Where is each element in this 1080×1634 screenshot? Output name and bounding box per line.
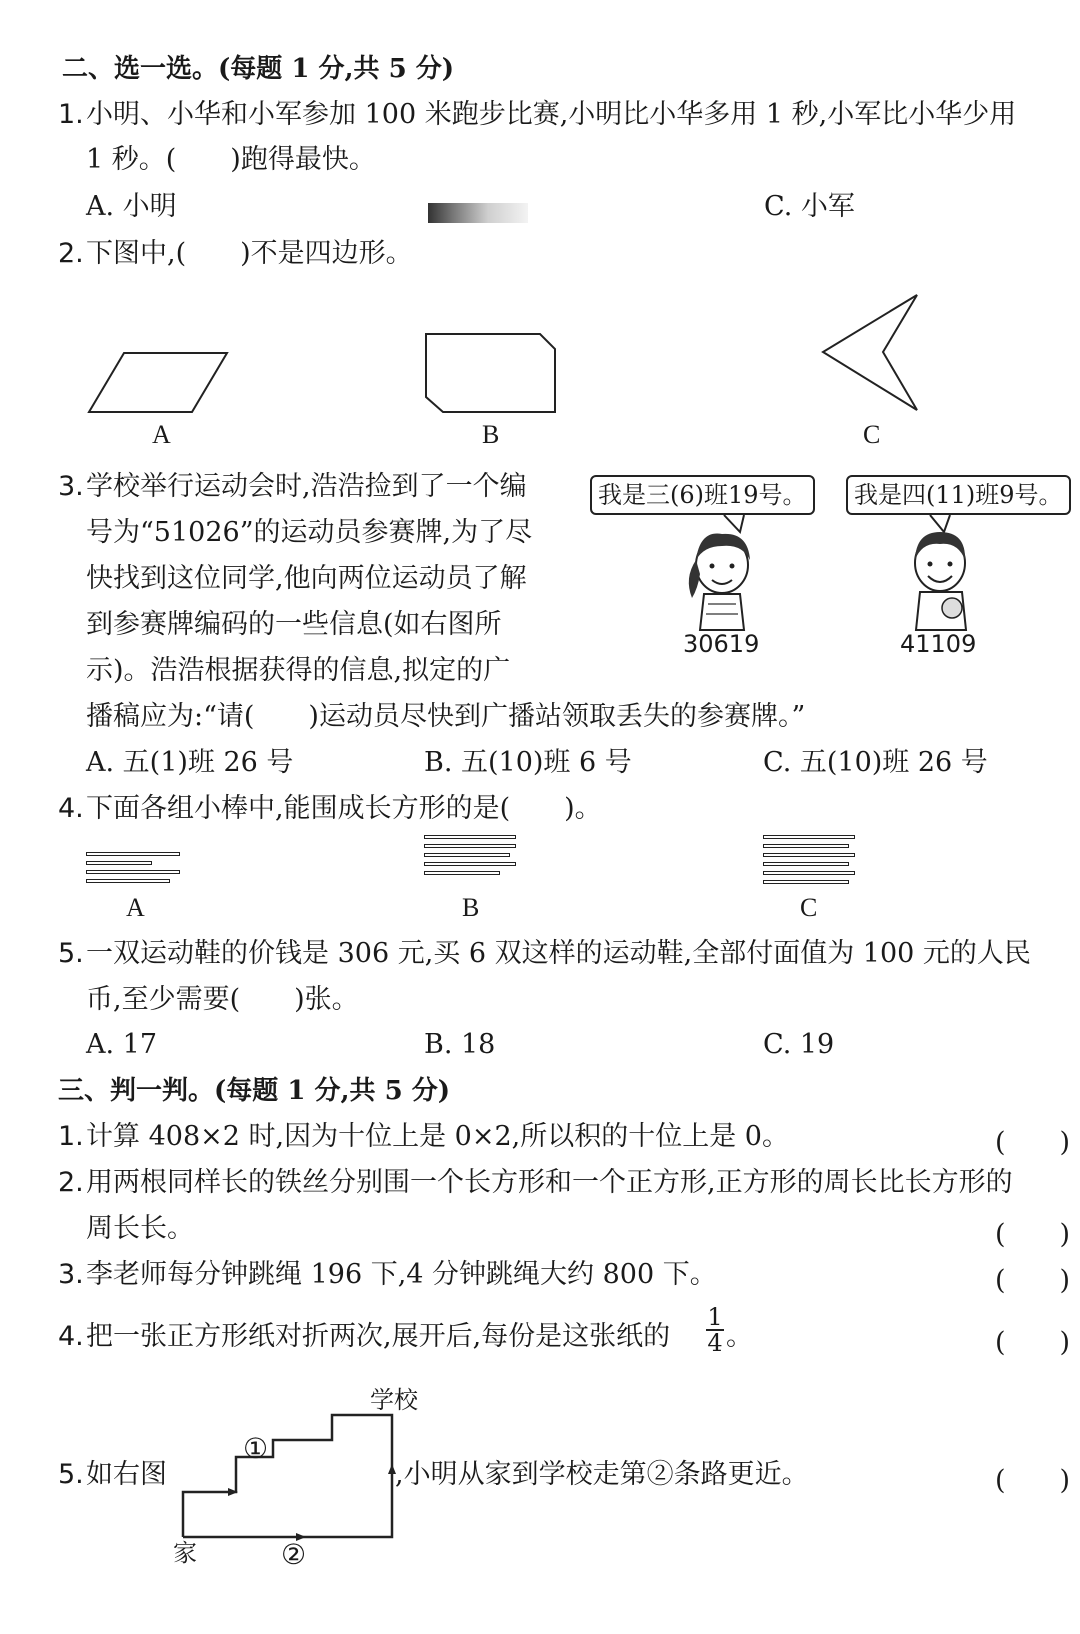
j2-answer-paren[interactable]: ( ) xyxy=(995,1219,1071,1250)
q2-number: 2. xyxy=(58,238,84,269)
j3-text: 李老师每分钟跳绳 196 下,4 分钟跳绳大约 800 下。 xyxy=(86,1259,717,1290)
j5-text-after: ,小明从家到学校走第②条路更近。 xyxy=(395,1459,809,1490)
route-1-path xyxy=(183,1415,392,1537)
map-home-label: 家 xyxy=(173,1539,197,1567)
j4-answer-paren[interactable]: ( ) xyxy=(995,1327,1071,1358)
j1-number: 1. xyxy=(58,1121,84,1152)
j4-text: 把一张正方形纸对折两次,展开后,每份是这张纸的 xyxy=(86,1321,671,1352)
q1-option-c[interactable]: C. 小军 xyxy=(764,191,855,222)
q2-label-b[interactable]: B xyxy=(482,420,500,449)
section2-heading: 二、选一选。(每题 1 分,共 5 分) xyxy=(62,54,455,84)
q3-line2: 号为“51026”的运动员参赛牌,为了尽 xyxy=(86,517,533,548)
q4-label-b[interactable]: B xyxy=(462,893,480,922)
speech-bubble-girl: 我是三(6)班19号。 xyxy=(590,475,815,515)
q5-option-c[interactable]: C. 19 xyxy=(763,1029,835,1060)
q2-label-a[interactable]: A xyxy=(152,420,171,449)
route-2-path xyxy=(183,1458,392,1537)
j3-number: 3. xyxy=(58,1259,84,1290)
j4-tail: 。 xyxy=(726,1321,753,1352)
q1-option-a[interactable]: A. 小明 xyxy=(86,191,177,222)
q3-line3: 快找到这位同学,他向两位运动员了解 xyxy=(86,563,527,594)
q3-line1: 学校举行运动会时,浩浩捡到了一个编 xyxy=(86,471,527,502)
q3-option-c[interactable]: C. 五(10)班 26 号 xyxy=(763,747,988,778)
fraction-denominator: 4 xyxy=(707,1329,723,1357)
route-2-label: ② xyxy=(281,1538,307,1571)
j1-text: 计算 408×2 时,因为十位上是 0×2,所以积的十位上是 0。 xyxy=(86,1121,789,1152)
j4-number: 4. xyxy=(58,1321,84,1352)
q1-line2: 1 秒。( )跑得最快。 xyxy=(86,144,376,175)
q5-number: 5. xyxy=(58,938,84,969)
q4-label-a[interactable]: A xyxy=(126,893,145,922)
q4-number: 4. xyxy=(58,793,84,824)
j2-number: 2. xyxy=(58,1167,84,1198)
q3-option-a[interactable]: A. 五(1)班 26 号 xyxy=(86,747,294,778)
bib-number-girl: 30619 xyxy=(683,630,760,658)
q1-line1: 小明、小华和小军参加 100 米跑步比赛,小明比小华多用 1 秒,小军比小华少用 xyxy=(86,99,1017,130)
j5-answer-paren[interactable]: ( ) xyxy=(995,1465,1071,1496)
route-1-label: ① xyxy=(243,1432,269,1465)
q4-label-c[interactable]: C xyxy=(800,893,818,922)
q5-line2: 币,至少需要( )张。 xyxy=(86,984,359,1015)
j1-answer-paren[interactable]: ( ) xyxy=(995,1127,1071,1158)
q4-text: 下面各组小棒中,能围成长方形的是( )。 xyxy=(86,793,602,824)
q3-line5: 示)。浩浩根据获得的信息,拟定的广 xyxy=(86,655,511,686)
j5-text-before: 如右图 xyxy=(86,1459,167,1490)
j5-number: 5. xyxy=(58,1459,84,1490)
q3-line6: 播稿应为:“请( )运动员尽快到广播站领取丢失的参赛牌。” xyxy=(86,701,806,732)
q5-option-a[interactable]: A. 17 xyxy=(86,1029,158,1060)
q3-number: 3. xyxy=(58,471,84,502)
arrow-icon xyxy=(388,1464,396,1474)
q2-label-c[interactable]: C xyxy=(863,420,881,449)
section3-heading: 三、判一判。(每题 1 分,共 5 分) xyxy=(58,1076,451,1106)
j3-answer-paren[interactable]: ( ) xyxy=(995,1265,1071,1296)
bib-number-boy: 41109 xyxy=(900,630,977,658)
q2-text: 下图中,( )不是四边形。 xyxy=(86,238,413,269)
q5-line1: 一双运动鞋的价钱是 306 元,买 6 双这样的运动鞋,全部付面值为 100 元的人民 xyxy=(86,938,1031,969)
map-school-label: 学校 xyxy=(370,1386,418,1414)
q1-number: 1. xyxy=(58,99,84,130)
fraction-numerator: 1 xyxy=(707,1303,723,1331)
j2-text: 用两根同样长的铁丝分别围一个长方形和一个正方形,正方形的周长比长方形的 xyxy=(86,1167,1013,1198)
q3-option-b[interactable]: B. 五(10)班 6 号 xyxy=(424,747,632,778)
q3-line4: 到参赛牌编码的一些信息(如右图所 xyxy=(86,609,502,640)
q5-option-b[interactable]: B. 18 xyxy=(424,1029,496,1060)
speech-bubble-boy: 我是四(11)班9号。 xyxy=(846,475,1071,515)
j2-text2: 周长长。 xyxy=(86,1213,194,1244)
